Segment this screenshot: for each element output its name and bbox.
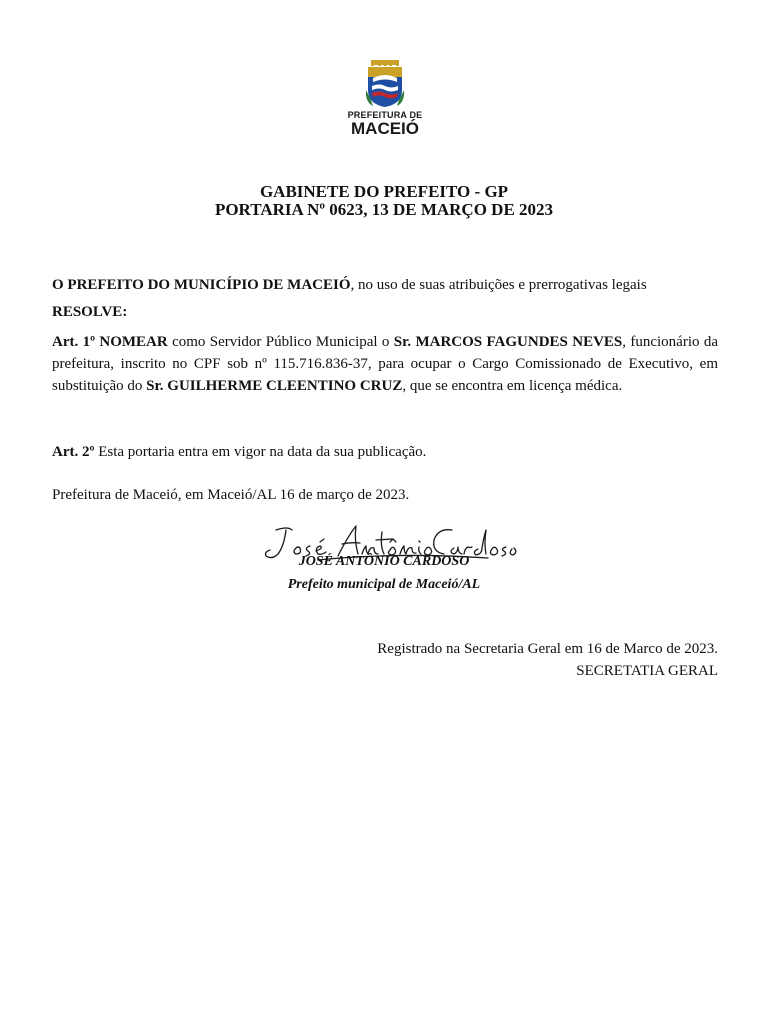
ordinance-title: PORTARIA Nº 0623, 13 DE MARÇO DE 2023: [214, 200, 554, 219]
signatory-role: Prefeito municipal de Maceió/AL: [287, 577, 481, 592]
resolve-label: RESOLVE:: [52, 304, 128, 320]
article-2-text: Esta portaria entra em vigor na data da sua publicação.: [94, 444, 427, 460]
city-logo: [345, 60, 425, 146]
intro-paragraph: [52, 274, 718, 296]
registration-office: SECRETATIA GERAL: [576, 663, 718, 679]
office-title: GABINETE DO PREFEITO - GP: [259, 182, 509, 201]
intro-text: , no uso de suas atribuições e prerrogativas legais: [350, 277, 647, 293]
article-1-text-b: , funcionário da prefeitura, inscrito no CPF sob nº 115.716.836-37, para ocupar o Cargo Comissionado de Executivo, em substituição do: [52, 334, 718, 394]
closing-line: Prefeitura de Maceió, em Maceió/AL 16 de março de 2023.: [52, 487, 410, 503]
coat-of-arms-icon: [365, 60, 405, 108]
appointee-name: Sr. MARCOS FAGUNDES NEVES: [393, 334, 623, 350]
document-heading: [0, 183, 768, 219]
article-2-label: Art. 2º: [52, 444, 95, 460]
replaced-name: Sr. GUILHERME CLEENTINO CRUZ: [146, 378, 403, 394]
signatory-name: JOSÉ ANTÔNIO CARDOSO: [298, 554, 470, 569]
article-1-text-a: como Servidor Público Municipal o: [167, 334, 394, 350]
article-1: [52, 331, 718, 397]
logo-text-city: MACEIÓ: [351, 119, 419, 138]
registration-line: Registrado na Secretaria Geral em 16 de Marco de 2023.: [377, 641, 718, 657]
intro-subject: O PREFEITO DO MUNICÍPIO DE MACEIÓ: [52, 277, 351, 293]
article-1-label: Art. 1º NOMEAR: [52, 334, 168, 350]
article-2: [52, 441, 718, 463]
article-1-text-c: , que se encontra em licença médica.: [402, 378, 623, 394]
logo-text-top: PREFEITURA DE: [347, 110, 423, 120]
registration-note: [377, 638, 718, 682]
